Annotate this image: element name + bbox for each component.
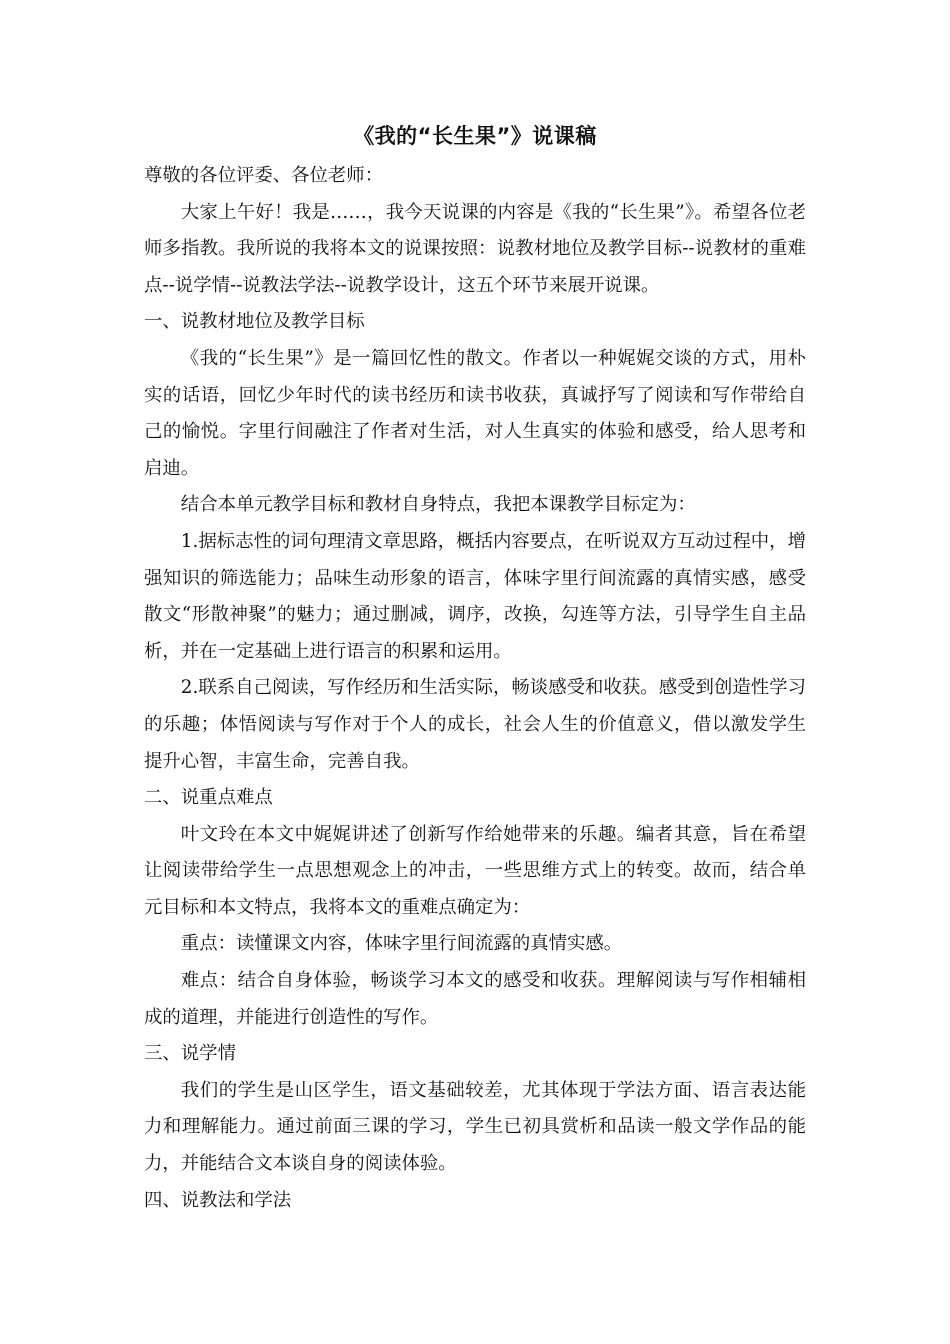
goal-item-2: 2.联系自己阅读，写作经历和生活实际，畅谈感受和收获。感受到创造性学习的乐趣；体悟阅读与写作对于个人的成长，社会人生的价值意义，借以激发学生提升心智，丰富生命，完善自我。 [144,677,806,772]
section1-paragraph-2: 结合本单元教学目标和教材自身特点，我把本课教学目标定为： [180,494,696,516]
section-heading-1: 一、说教材地位及教学目标 [144,311,365,333]
section1-paragraph-1: 《我的“长生果”》是一篇回忆性的散文。作者以一种娓娓交谈的方式，用朴实的话语，回忆少年时代的读书经历和读书收获，真诚抒写了阅读和写作带给自己的愉悦。字里行间融注了作者对生活，对人生真实的体验和感受，给人思考和启迪。 [144,347,806,479]
document-title: 《我的“长生果”》说课稿 [353,124,597,148]
section-heading-3: 三、说学情 [144,1043,236,1065]
section-heading-2: 二、说重点难点 [144,787,273,809]
intro-paragraph: 大家上午好！我是……，我今天说课的内容是《我的“长生果”》。希望各位老师多指教。我所说的我将本文的说课按照：说教材地位及教学目标--说教材的重难点--说学情--说教法学法--说教学设计，这五个环节来展开说课。 [144,201,806,296]
goal-item-1: 1.据标志性的词句理清文章思路，概括内容要点，在听说双方互动过程中，增强知识的筛选能力；品味生动形象的语言，体味字里行间流露的真情实感，感受散文“形散神聚”的魅力；通过删减，调序，改换，勾连等方法，引导学生自主品析，并在一定基础上进行语言的积累和运用。 [144,530,806,662]
difficult-point: 难点：结合自身体验，畅谈学习本文的感受和收获。理解阅读与写作相辅相成的道理，并能进行创造性的写作。 [144,970,806,1028]
section3-paragraph-1: 我们的学生是山区学生，语文基础较差，尤其体现于学法方面、语言表达能力和理解能力。通过前面三课的学习，学生已初具赏析和品读一般文学作品的能力，并能结合文本谈自身的阅读体验。 [144,1079,806,1175]
document-body [144,158,806,1219]
section-heading-4: 四、说教法和学法 [144,1189,292,1211]
key-point: 重点：读懂课文内容，体味字里行间流露的真情实感。 [180,933,623,955]
section2-paragraph-1: 叶文玲在本文中娓娓讲述了创新写作给她带来的乐趣。编者其意，旨在希望让阅读带给学生一点思想观念上的冲击，一些思维方式上的转变。故而，结合单元目标和本文特点，我将本文的重难点确定为： [144,823,806,918]
greeting: 尊敬的各位评委、各位老师： [144,165,384,186]
